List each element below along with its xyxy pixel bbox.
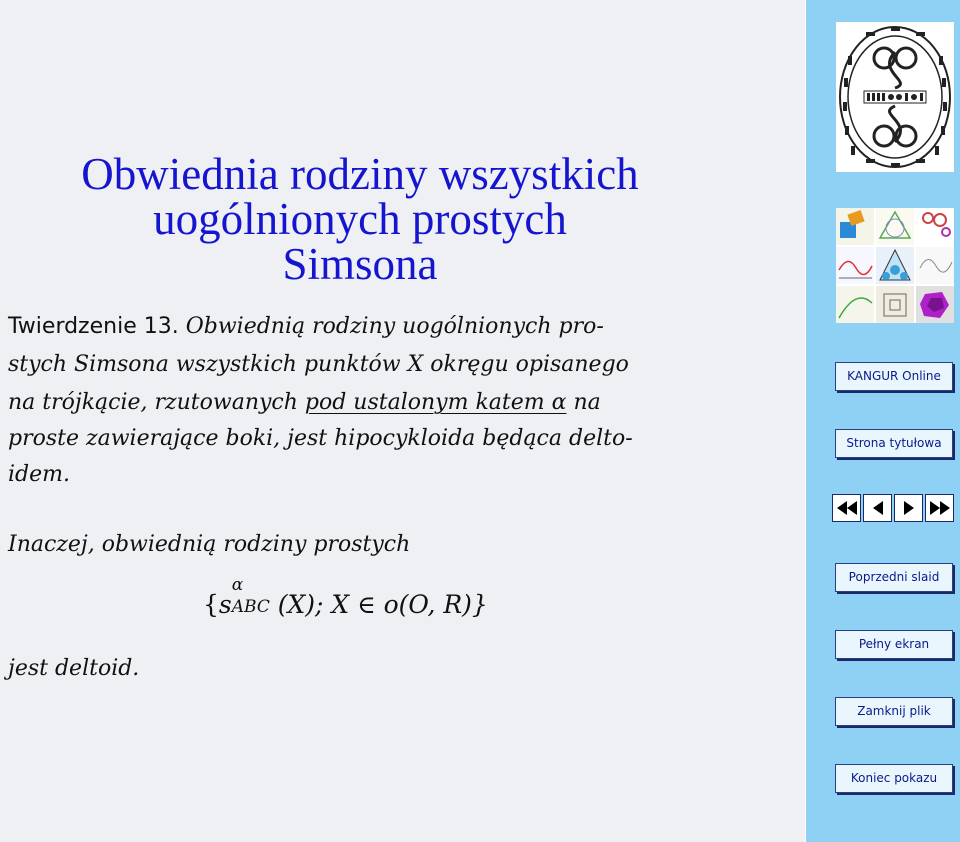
paragraph-2: Inaczej, obwiednią rodziny prostych [8,532,411,557]
theorem-label: Twierdzenie 13. [8,314,179,339]
title-line-2: uogólnionych prostych [153,194,567,244]
navigation-arrows [832,494,956,524]
theorem-line-2: stych Simsona wszystkich punktów X okręgu opisanego [8,352,629,377]
theorem-text-1: Obwiednią rodziny uogólnionych pro- [185,314,604,339]
theorem-text-3c: na [566,390,601,415]
theorem-line-4: proste zawierające boki, jest hipocykloida będąca delto- [8,426,633,451]
slide-title [0,149,720,289]
previous-slide-button[interactable]: Poprzedni slaid [835,563,953,592]
close-file-button[interactable]: Zamknij plik [835,697,953,726]
last-page-icon[interactable] [925,494,954,522]
next-page-icon[interactable] [894,494,923,522]
first-page-icon[interactable] [832,494,861,522]
formula-s: s [218,590,232,619]
title-line-3: Simsona [282,239,438,289]
title-line-1: Obwiednia rodziny wszystkich [81,149,639,199]
theorem-underlined-phrase: pod ustalonym katem α [304,390,567,415]
theorem-line-5: idem. [8,462,70,487]
formula-rest: (X); X ∈ o(O, R)} [277,590,488,619]
formula-sub: ABC [231,597,270,617]
formula [203,575,488,619]
formula-sup: α [231,575,244,595]
theorem-text-3a: na trójkącie, rzutowanych [8,390,305,415]
title-page-button[interactable]: Strona tytułowa [835,429,953,458]
full-screen-button[interactable]: Pełny ekran [835,630,953,659]
theorem-line-1 [8,314,604,339]
formula-open: { [203,590,219,619]
previous-page-icon[interactable] [863,494,892,522]
paragraph-3: jest deltoid. [8,656,140,681]
thumbnail-grid[interactable] [836,208,954,323]
theorem-line-3 [8,390,601,415]
end-show-button[interactable]: Koniec pokazu [835,764,953,793]
sidebar [806,0,960,842]
logo [836,22,954,172]
kangur-online-button[interactable]: KANGUR Online [835,362,953,391]
